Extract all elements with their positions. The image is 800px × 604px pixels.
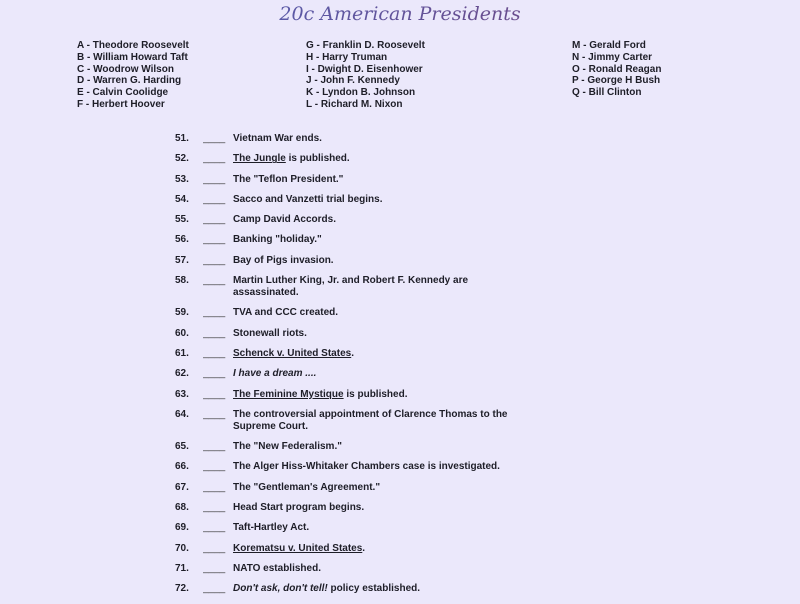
answer-blank[interactable]: ____ <box>203 275 226 287</box>
text-segment: is published. <box>285 153 350 165</box>
text-segment: Taft-Hartley Act. <box>233 522 310 534</box>
question-text <box>233 234 533 246</box>
question-number: 53. <box>175 173 189 185</box>
key-entry: A - Theodore Roosevelt <box>77 40 189 51</box>
key-entry: O - Ronald Reagan <box>572 63 662 75</box>
question-text <box>233 441 533 453</box>
key-entry: M - Gerald Ford <box>572 40 646 51</box>
question-text <box>233 563 533 575</box>
question-text <box>233 153 533 165</box>
text-segment: Camp David Accords. <box>233 214 336 226</box>
question-text <box>233 328 533 340</box>
answer-blank[interactable]: ____ <box>203 562 226 574</box>
text-segment: The "Teflon President." <box>233 173 344 185</box>
question-number: 67. <box>175 481 189 493</box>
text-segment: Bay of Pigs invasion. <box>233 254 334 266</box>
question-row <box>175 214 535 226</box>
question-text <box>233 482 533 494</box>
question-row <box>175 307 535 319</box>
answer-blank[interactable]: ____ <box>203 133 226 144</box>
question-number: 70. <box>175 542 189 554</box>
key-column-3 <box>572 40 661 99</box>
question-row <box>175 583 535 595</box>
text-segment: Vietnam War ends. <box>233 133 322 144</box>
question-row <box>175 389 535 401</box>
question-row <box>175 502 535 514</box>
question-text <box>233 275 533 299</box>
answer-blank[interactable]: ____ <box>203 441 226 453</box>
underlined-title: Korematsu v. United States <box>233 542 363 554</box>
question-text <box>233 583 533 595</box>
underlined-title: The Jungle <box>233 153 286 165</box>
question-row <box>175 543 535 555</box>
question-text <box>233 389 533 401</box>
answer-blank[interactable]: ____ <box>203 502 226 514</box>
question-text <box>233 133 533 145</box>
key-entry: L - Richard M. Nixon <box>306 98 403 110</box>
key-column-2 <box>306 40 425 111</box>
question-row <box>175 255 535 267</box>
question-row <box>175 328 535 340</box>
answer-blank[interactable]: ____ <box>203 327 226 339</box>
question-number: 66. <box>175 461 189 473</box>
text-segment: is published. <box>343 388 408 400</box>
question-text <box>233 307 533 319</box>
question-row <box>175 174 535 186</box>
question-text <box>233 461 533 473</box>
question-number: 51. <box>175 133 189 144</box>
question-number: 52. <box>175 153 189 165</box>
question-list <box>175 133 535 604</box>
key-entry: N - Jimmy Carter <box>572 51 653 63</box>
question-row <box>175 368 535 380</box>
question-number: 64. <box>175 408 189 420</box>
text-segment: NATO established. <box>233 562 321 574</box>
key-entry: P - George H Bush <box>572 75 661 87</box>
answer-blank[interactable]: ____ <box>203 481 226 493</box>
question-row <box>175 563 535 575</box>
question-row <box>175 522 535 534</box>
text-segment: Stonewall riots. <box>233 327 307 339</box>
question-number: 60. <box>175 327 189 339</box>
text-segment: The Alger Hiss-Whitaker Chambers case is investigated. <box>233 461 500 473</box>
question-text <box>233 368 533 380</box>
key-entry: G - Franklin D. Roosevelt <box>306 40 425 51</box>
answer-blank[interactable]: ____ <box>203 368 226 380</box>
answer-blank[interactable]: ____ <box>203 173 226 185</box>
text-segment: Banking "holiday." <box>233 234 322 246</box>
question-row <box>175 133 535 145</box>
answer-blank[interactable]: ____ <box>203 542 226 554</box>
question-number: 59. <box>175 307 189 319</box>
underlined-title: Schenck v. United States <box>233 347 352 359</box>
text-segment: The controversial appointment of Clarence Thomas to the Supreme Court. <box>233 408 508 432</box>
text-segment: policy established. <box>327 583 421 595</box>
question-number: 56. <box>175 234 189 246</box>
question-row <box>175 441 535 453</box>
answer-blank[interactable]: ____ <box>203 461 226 473</box>
answer-blank[interactable]: ____ <box>203 254 226 266</box>
text-segment: The "Gentleman's Agreement." <box>233 481 381 493</box>
question-row <box>175 275 535 299</box>
key-column-1 <box>77 40 189 111</box>
question-text <box>233 543 533 555</box>
question-number: 58. <box>175 275 189 287</box>
question-number: 63. <box>175 388 189 400</box>
text-segment: . <box>362 542 366 554</box>
underlined-title: The Feminine Mystique <box>233 388 344 400</box>
question-row <box>175 409 535 433</box>
key-entry: Q - Bill Clinton <box>572 87 642 99</box>
text-segment: The "New Federalism." <box>233 441 342 453</box>
question-text <box>233 255 533 267</box>
answer-blank[interactable]: ____ <box>203 153 226 165</box>
key-entry: H - Harry Truman <box>306 51 388 63</box>
answer-blank[interactable]: ____ <box>203 388 226 400</box>
question-text <box>233 409 533 433</box>
page-title: 20c American Presidents <box>0 3 800 25</box>
italic-phrase: Don't ask, don't tell! <box>233 583 328 595</box>
key-entry: F - Herbert Hoover <box>77 98 165 110</box>
question-row <box>175 194 535 206</box>
question-number: 57. <box>175 254 189 266</box>
question-text <box>233 194 533 206</box>
question-row <box>175 482 535 494</box>
key-entry: D - Warren G. Harding <box>77 75 182 87</box>
question-row <box>175 348 535 360</box>
key-entry: I - Dwight D. Eisenhower <box>306 63 423 75</box>
question-number: 54. <box>175 193 189 205</box>
question-text <box>233 348 533 360</box>
answer-blank[interactable]: ____ <box>203 522 226 534</box>
answer-blank[interactable]: ____ <box>203 347 226 359</box>
question-number: 61. <box>175 347 189 359</box>
question-number: 68. <box>175 502 189 514</box>
question-number: 55. <box>175 214 189 226</box>
question-number: 72. <box>175 583 189 595</box>
question-row <box>175 153 535 165</box>
question-text <box>233 174 533 186</box>
answer-blank[interactable]: ____ <box>203 214 226 226</box>
key-entry: C - Woodrow Wilson <box>77 63 174 75</box>
question-row <box>175 234 535 246</box>
key-entry: B - William Howard Taft <box>77 51 188 63</box>
text-segment: Sacco and Vanzetti trial begins. <box>233 193 383 205</box>
italic-phrase: I have a dream .... <box>233 368 317 380</box>
question-text <box>233 502 533 514</box>
answer-blank[interactable]: ____ <box>203 307 226 319</box>
question-text <box>233 214 533 226</box>
question-text <box>233 522 533 534</box>
answer-blank[interactable]: ____ <box>203 234 226 246</box>
key-entry: E - Calvin Coolidge <box>77 87 169 99</box>
text-segment: Head Start program begins. <box>233 502 365 514</box>
question-number: 69. <box>175 522 189 534</box>
question-number: 71. <box>175 562 189 574</box>
question-number: 62. <box>175 368 189 380</box>
question-number: 65. <box>175 441 189 453</box>
text-segment: . <box>351 347 354 359</box>
answer-blank[interactable]: ____ <box>203 193 226 205</box>
question-row <box>175 461 535 473</box>
answer-blank[interactable]: ____ <box>203 583 226 595</box>
text-segment: TVA and CCC created. <box>233 307 339 319</box>
answer-blank[interactable]: ____ <box>203 408 226 420</box>
key-entry: K - Lyndon B. Johnson <box>306 87 416 99</box>
key-entry: J - John F. Kennedy <box>306 75 400 87</box>
text-segment: Martin Luther King, Jr. and Robert F. Kennedy are assassinated. <box>233 275 469 299</box>
